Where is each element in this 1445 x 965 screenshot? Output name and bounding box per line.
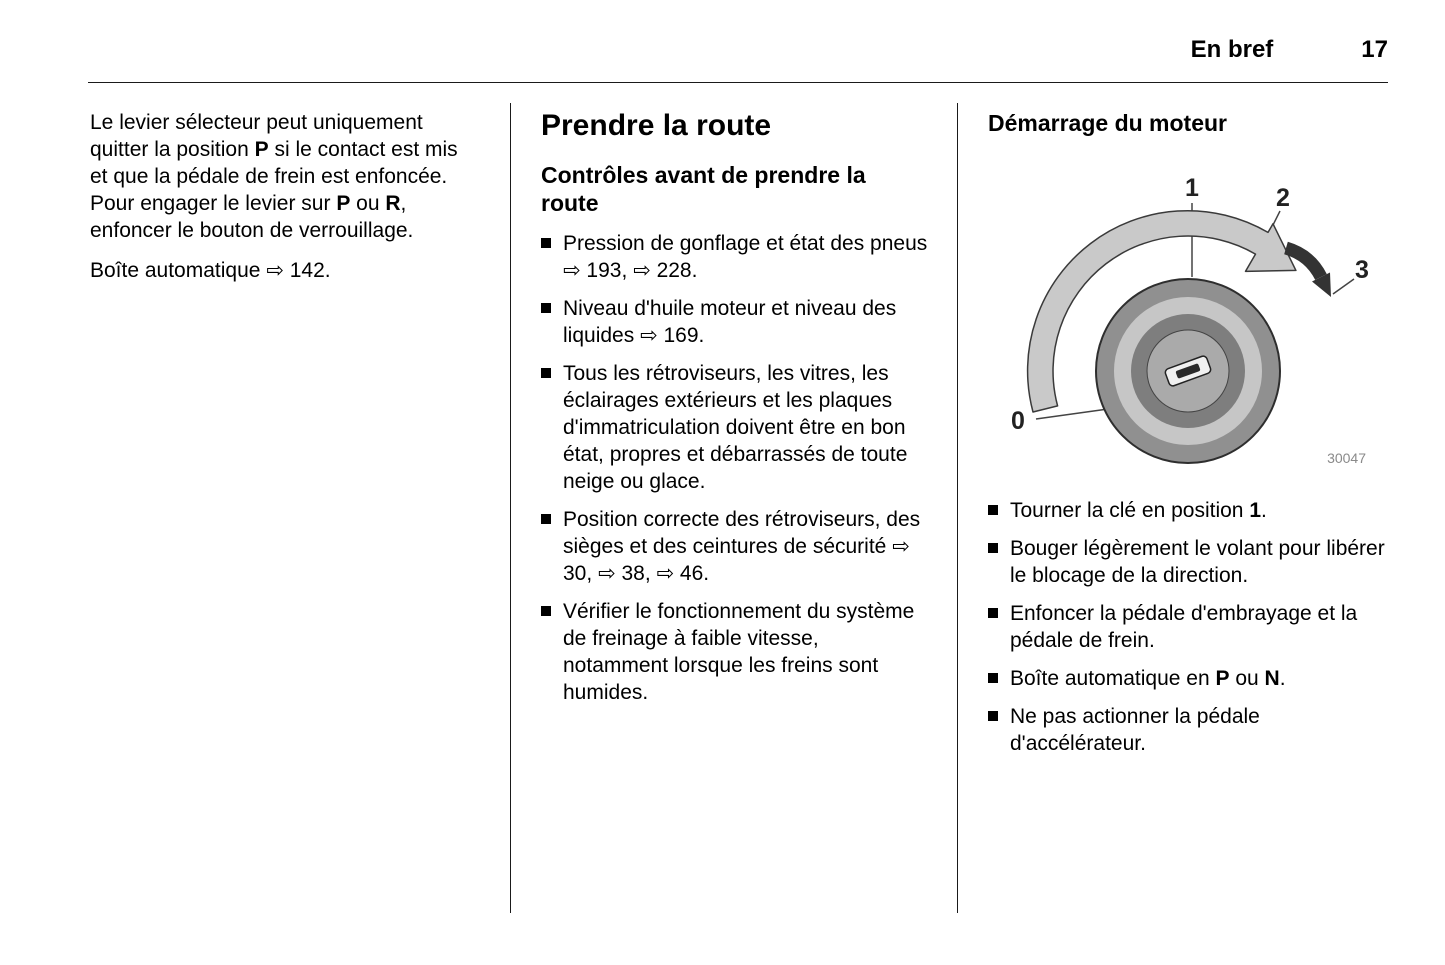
bullet-icon bbox=[988, 505, 998, 515]
figure-number: 30047 bbox=[1327, 450, 1366, 466]
step-item: Enfoncer la pédale d'embrayage et la pédale de frein. bbox=[988, 600, 1388, 654]
position-0-pointer-line bbox=[1036, 409, 1108, 419]
column-middle bbox=[510, 103, 958, 913]
subsection-heading: Démarrage du moteur bbox=[988, 110, 1228, 136]
position-label-0: 0 bbox=[1011, 407, 1025, 435]
position-label-1: 1 bbox=[1185, 174, 1199, 202]
section-heading: Prendre la route bbox=[541, 109, 772, 142]
position-label-2: 2 bbox=[1276, 184, 1290, 212]
checklist-item: Vérifier le fonctionnement du système de freinage à faible vitesse, notamment lorsque les freins sont humides. bbox=[541, 598, 929, 706]
page-header bbox=[88, 36, 1388, 64]
bullet-icon bbox=[541, 514, 551, 524]
bullet-icon bbox=[541, 303, 551, 313]
position-label-3: 3 bbox=[1355, 256, 1369, 284]
paragraph-automatic-transmission-ref: Boîte automatique ⇨ 142. bbox=[90, 259, 331, 282]
bullet-icon bbox=[541, 606, 551, 616]
bullet-icon bbox=[988, 543, 998, 553]
ignition-cylinder-icon bbox=[1096, 279, 1280, 463]
bullet-icon bbox=[988, 673, 998, 683]
column-left bbox=[88, 103, 510, 913]
step-item: Boîte automatique en P ou N. bbox=[988, 665, 1388, 692]
bullet-icon bbox=[541, 368, 551, 378]
checklist-item: Position correcte des rétroviseurs, des sièges et des ceintures de sécurité ⇨ 30, ⇨ 38, ⇨ 46. bbox=[541, 506, 929, 587]
step-item: Ne pas actionner la pédale d'accélérateur. bbox=[988, 703, 1388, 757]
engine-start-steps bbox=[988, 497, 1388, 757]
step-item: Bouger légèrement le volant pour libérer le blocage de la direction. bbox=[988, 535, 1388, 589]
checklist-item: Tous les rétroviseurs, les vitres, les éclairages extérieurs et les plaques d'immatriculation doivent être en bon état, propres et débarrassés de toute neige ou glace. bbox=[541, 360, 929, 495]
step-item: Tourner la clé en position 1. bbox=[988, 497, 1388, 524]
subsection-heading: Contrôles avant de prendre la route bbox=[541, 162, 866, 216]
position-3-pointer-line bbox=[1333, 279, 1354, 294]
ignition-illustration bbox=[988, 151, 1388, 481]
column-right bbox=[958, 103, 1388, 913]
header-rule bbox=[88, 82, 1388, 83]
bullet-icon bbox=[988, 608, 998, 618]
ignition-switch-figure bbox=[988, 151, 1388, 481]
content-columns bbox=[88, 103, 1388, 913]
section-title: En bref bbox=[1190, 36, 1274, 63]
checklist-item: Niveau d'huile moteur et niveau des liquides ⇨ 169. bbox=[541, 295, 929, 349]
bullet-icon bbox=[541, 238, 551, 248]
checklist-item: Pression de gonflage et état des pneus ⇨ 193, ⇨ 228. bbox=[541, 230, 929, 284]
bullet-icon bbox=[988, 711, 998, 721]
page-number: 17 bbox=[1361, 36, 1388, 63]
pre-drive-checklist bbox=[541, 230, 929, 706]
paragraph-selector-lever: Le levier sélecteur peut uniquement quitter la position P si le contact est mis et que la pédale de frein est enfoncée. Pour engager le levier sur P ou R, enfoncer le bouton de verrouillage. bbox=[90, 111, 458, 242]
